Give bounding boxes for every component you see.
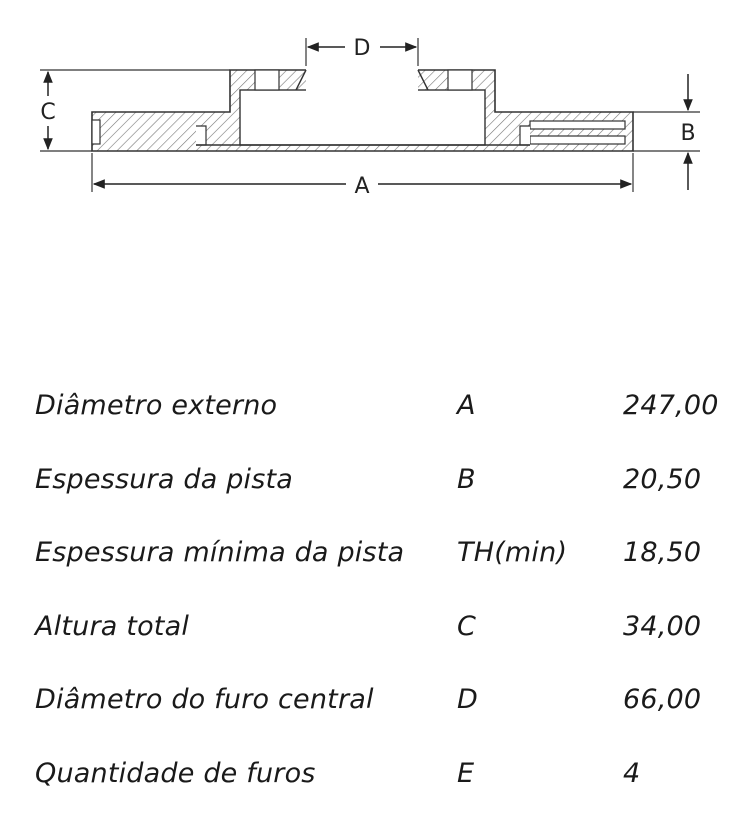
spec-value: 34,00 xyxy=(623,610,702,642)
spec-value: 247,00 xyxy=(623,390,719,421)
spec-label: Espessura mínima da pista xyxy=(35,537,405,568)
vent-channel-right xyxy=(530,121,625,129)
bolt-hole-right xyxy=(448,70,472,90)
dimension-label-a: A xyxy=(354,174,370,199)
spec-label: Diâmetro externo xyxy=(35,390,278,421)
spec-row-center-bore-diameter xyxy=(35,672,735,746)
spec-value: 66,00 xyxy=(623,684,702,715)
dimension-label-d: D xyxy=(353,36,371,61)
spec-symbol: C xyxy=(457,610,477,642)
spec-row-hole-count xyxy=(35,746,735,820)
spec-symbol: A xyxy=(457,390,476,421)
spec-label: Quantidade de furos xyxy=(35,757,316,789)
spec-table xyxy=(35,378,735,819)
bolt-hole-left xyxy=(255,70,279,90)
spec-symbol: B xyxy=(457,463,476,495)
spec-row-min-track-thickness xyxy=(35,525,735,599)
spec-symbol: E xyxy=(457,757,475,789)
spec-label: Altura total xyxy=(35,610,190,642)
spec-label: Espessura da pista xyxy=(35,463,294,495)
dimension-label-c: C xyxy=(40,100,56,125)
hat-inner-cavity xyxy=(240,90,485,145)
dimension-label-b: B xyxy=(680,121,696,146)
spec-value: 4 xyxy=(623,757,641,789)
spec-row-track-thickness xyxy=(35,452,735,526)
spec-row-total-height xyxy=(35,599,735,673)
brake-disc-cross-section-diagram xyxy=(0,0,755,240)
spec-row-outer-diameter xyxy=(35,378,735,452)
spec-value: 20,50 xyxy=(623,463,702,495)
spec-label: Diâmetro do furo central xyxy=(35,684,374,715)
spec-value: 18,50 xyxy=(623,537,702,568)
spec-symbol: TH(min) xyxy=(457,537,568,568)
vent-channel-left xyxy=(92,120,100,144)
center-bore xyxy=(306,68,418,91)
spec-symbol: D xyxy=(457,684,478,715)
